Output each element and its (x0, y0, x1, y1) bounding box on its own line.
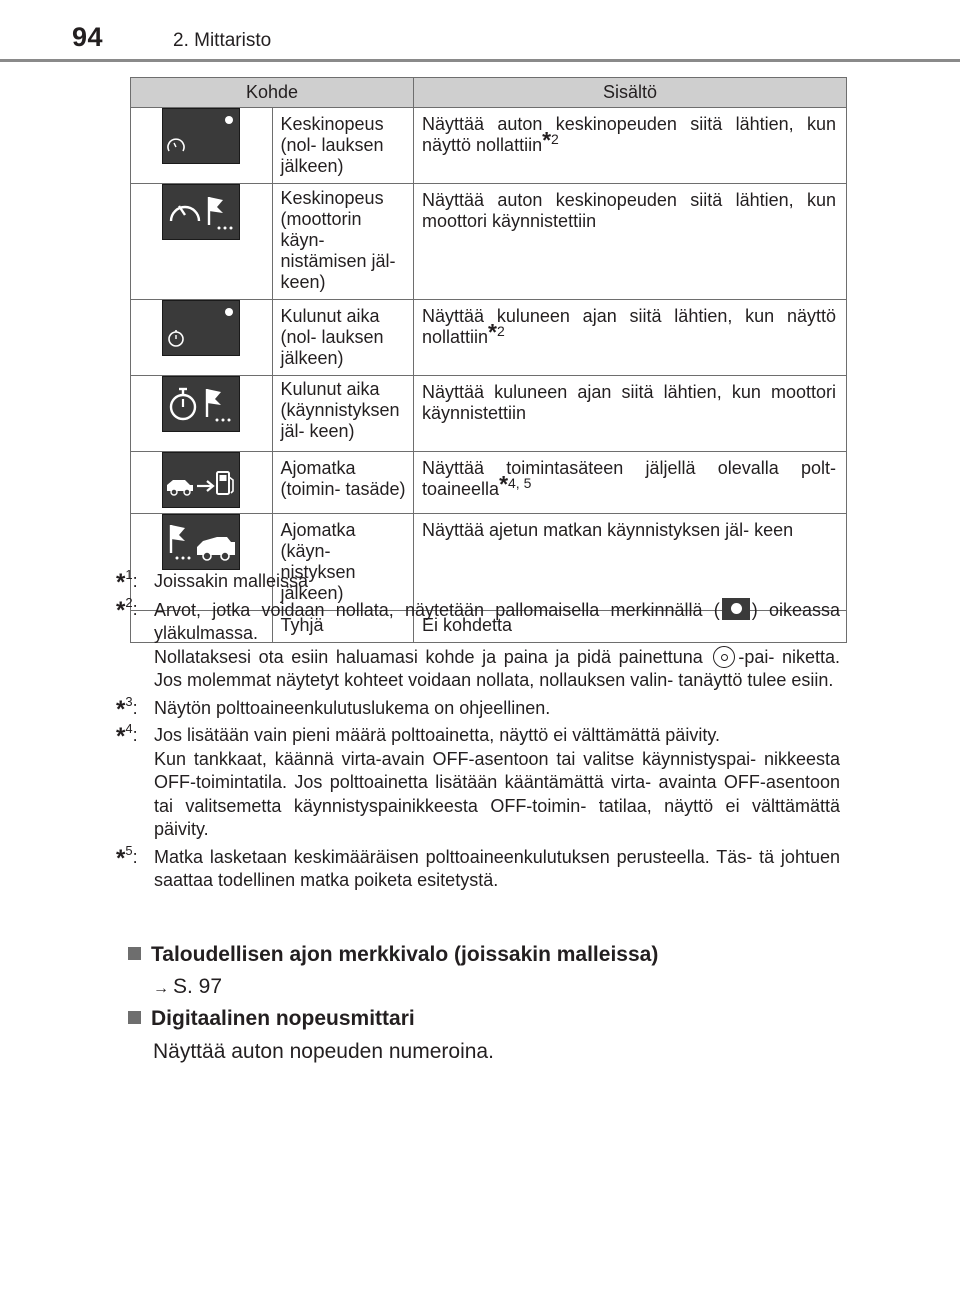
footnote: *$^3$: Näytön polttoaineenkulutuslukema on ohjeellinen. (116, 697, 840, 721)
section-body (153, 975, 222, 999)
stopwatch-start-icon (162, 376, 240, 432)
item-label: Kulunut aika (nol- lauksen jälkeen) (272, 300, 414, 376)
col-header-content: Sisältö (414, 78, 847, 108)
section-body: Näyttää auton nopeuden numeroina. (153, 1040, 494, 1063)
page-number: 94 (72, 22, 104, 52)
table-row (131, 108, 847, 184)
col-header-item: Kohde (131, 78, 414, 108)
display-button-icon (713, 646, 735, 668)
bullet-square-icon (128, 947, 141, 960)
footnote-ref: *4, 5 (499, 471, 532, 497)
footnote-text: Jos lisätään vain pieni määrä polttoainetta, näyttö ei välttämättä päivity. (154, 725, 720, 745)
item-description: Näyttää auton keskinopeuden siitä lähtien, kun moottori käynnistettiin (422, 190, 836, 231)
table-header-row (131, 78, 847, 108)
item-label: Keskinopeus (nol- lauksen jälkeen) (272, 108, 414, 184)
table-row (131, 376, 847, 452)
footnote-text: Matka lasketaan keskimääräisen polttoaineenkulutuksen perusteella. Täs- tä johtuen saattaa todellinen matka poiketa esitetystä. (154, 846, 840, 890)
footnote-text: Näytön polttoaineenkulutuslukema on ohjeellinen. (154, 697, 551, 718)
gauge-start-icon (162, 184, 240, 240)
footnote-text: ) oikeassa yläkulmassa. (154, 599, 840, 643)
footnotes (116, 567, 840, 897)
header-rule (0, 59, 960, 62)
item-label: Ajomatka (toimin- tasäde) (272, 452, 414, 514)
item-description: Näyttää kuluneen ajan siitä lähtien, kun moottori käynnistettiin (422, 382, 836, 423)
footnote-text: Kun tankkaat, käännä virta-avain OFF-asentoon tai valitse käynnistyspai- nikkeesta OFF-toimintatila. Jos polttoainetta lisätään kääntämättä virta- avainta OFF-asentoon tai valitsemetta käynnistyspainikkeesta OFF-toimin- tatilaa, näyttö ei välttämättä päivity. (154, 748, 840, 839)
footnote-text: Nollataksesi ota esiin haluamasi kohde ja paina ja pidä painettuna (154, 646, 703, 667)
item-label: Keskinopeus (moottorin käyn- nistämisen jäl- keen) (272, 184, 414, 300)
page-reference[interactable]: S. 97 (173, 975, 223, 998)
bullet-square-icon (128, 1011, 141, 1024)
item-description: Näyttää toimintasäteen jäljellä olevalla polt- toaineella (422, 458, 836, 499)
footnote-text: Arvot, jotka voidaan nollata, näytetään pallomaisella merkinnällä ( (154, 599, 720, 620)
section-heading: Taloudellisen ajon merkkivalo (joissakin malleissa) (128, 943, 658, 967)
range-fuel-icon (162, 452, 240, 508)
reset-dot-icon (722, 598, 750, 620)
section-title: 2. Mittaristo (173, 30, 272, 51)
item-description: Ei kohdetta (414, 611, 847, 643)
distance-start-icon (162, 514, 240, 570)
stopwatch-reset-icon (162, 300, 240, 356)
item-description: Näyttää ajetun matkan käynnistyksen jäl- keen (422, 520, 794, 540)
gauge-reset-icon (162, 108, 240, 164)
info-items-table (130, 77, 847, 643)
table-row (131, 300, 847, 376)
footnote: *$^2$: Arvot, jotka voidaan nollata, näytetään pallomaisella merkinnällä ( ) oikeassa yläkulmassa. Nollataksesi ota esiin haluamasi kohde ja paina ja pidä painettuna -pai- niketta. Jos molemmat näytetyt kohteet voidaan nollata, nollauksen valin- tanäyttö tulee esiin. (116, 594, 840, 690)
item-label: Ajomatka (käyn- nistyksen jälkeen) (272, 514, 414, 611)
table-row (131, 452, 847, 514)
footnote: *$^4$: Jos lisätään vain pieni määrä polttoainetta, näyttö ei välttämättä päivity. Kun tankkaat, käännä virta-avain OFF-asentoon tai valitse käynnistyspai- nikkeesta OFF-toimintatila. Jos polttoainetta lisätään kääntämättä virta- avainta OFF-asentoon tai valitsemetta käynnistyspainikkeesta OFF-toimin- tatilaa, näyttö ei välttämättä päivity. (116, 724, 840, 842)
footnote: *$^1$: Joissakin malleissa (116, 570, 840, 594)
footnote-ref: *2 (488, 319, 505, 345)
arrow-icon: → (153, 980, 169, 997)
item-label: Kulunut aika (käynnistyksen jäl- keen) (272, 376, 414, 452)
footnote-ref: *2 (542, 127, 559, 153)
item-label: Tyhjä (272, 611, 414, 643)
item-description: Näyttää auton keskinopeuden siitä lähtien, kun näyttö nollattiin (422, 114, 836, 155)
table-row (131, 184, 847, 300)
footnote-text: Joissakin malleissa (154, 571, 309, 591)
footnote: *$^5$: Matka lasketaan keskimääräisen polttoaineenkulutuksen perusteella. Täs- tä johtuen saattaa todellinen matka poiketa esitetystä. (116, 846, 840, 893)
footnote-text: -pai- niketta. Jos molemmat näytetyt kohteet voidaan nollata, nollauksen valin- tanäyttö tulee esiin. (154, 646, 840, 690)
item-description: Näyttää kuluneen ajan siitä lähtien, kun näyttö nollattiin (422, 306, 836, 347)
section-heading: Digitaalinen nopeusmittari (128, 1007, 415, 1031)
